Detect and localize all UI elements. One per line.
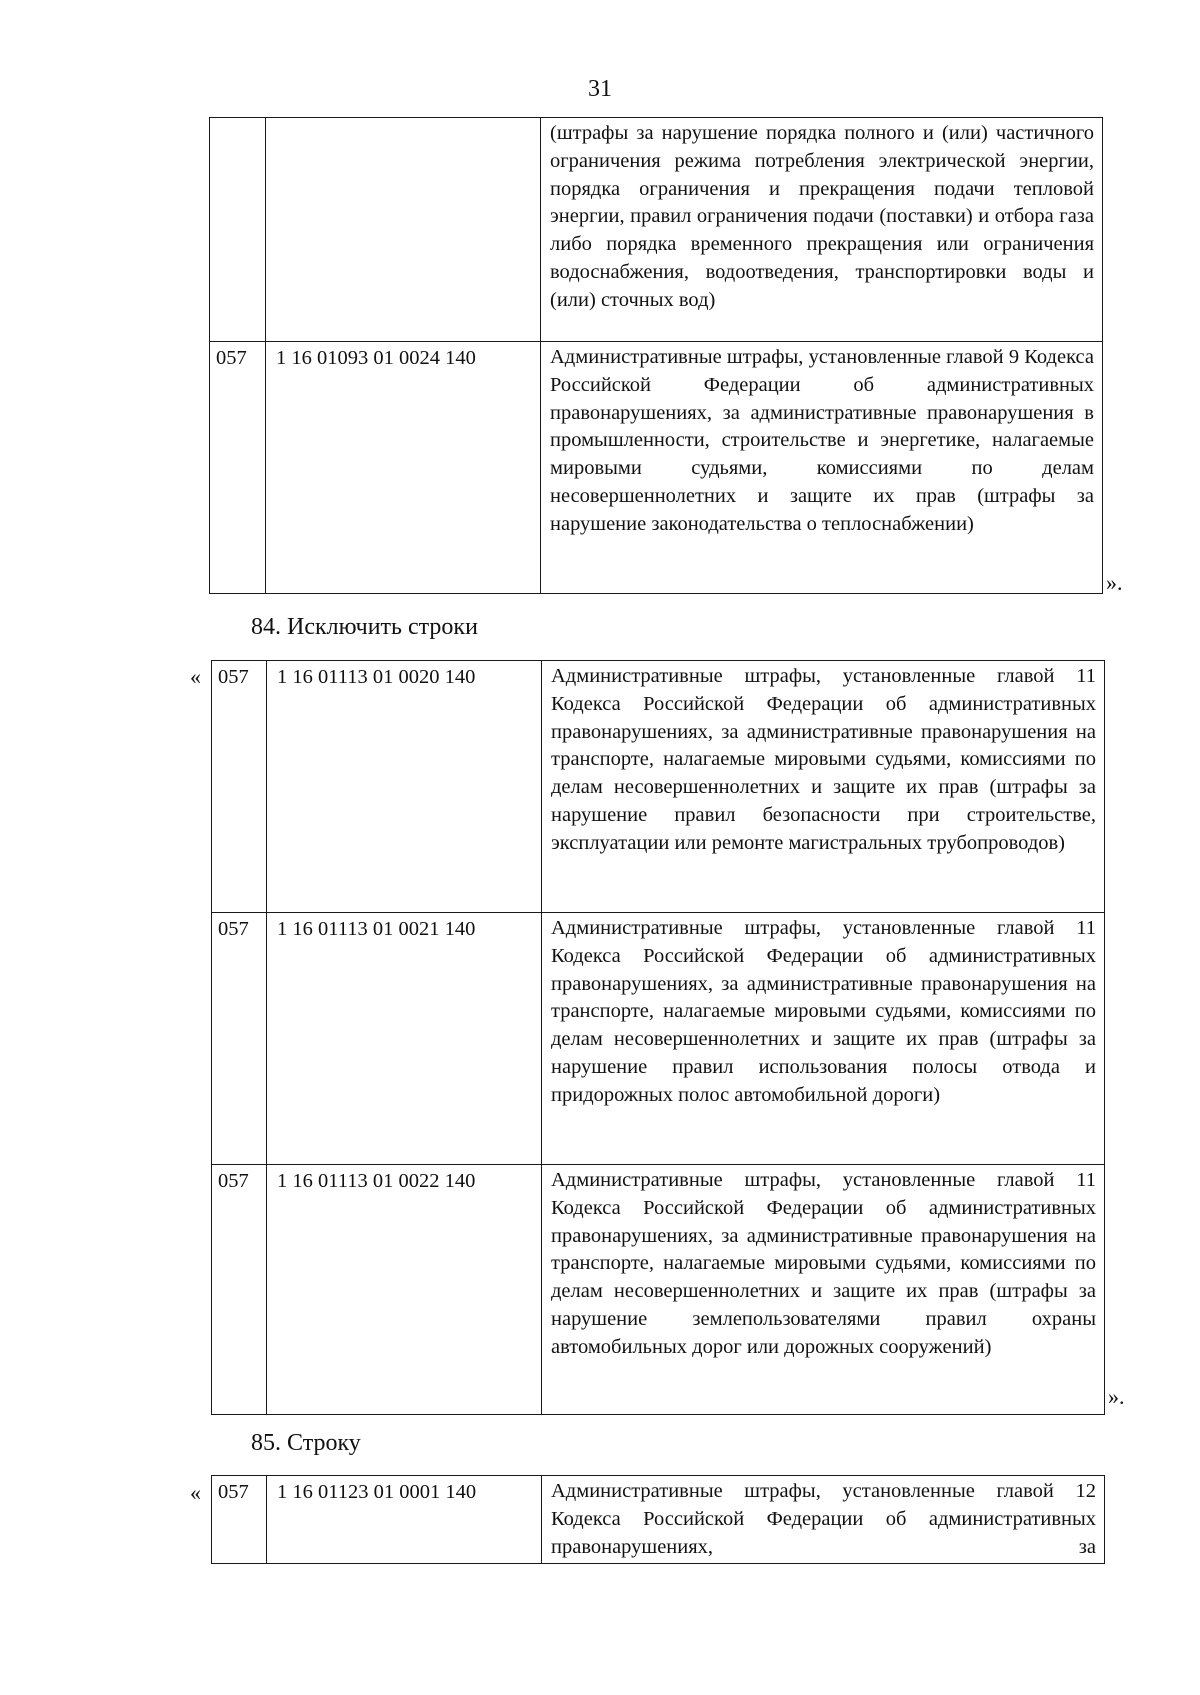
table-section-84 (211, 660, 1105, 1415)
budget-admin-code-cell: 057 (210, 342, 266, 594)
kbk-code-cell: 1 16 01123 01 0001 140 (267, 1476, 542, 1564)
section-84-heading: 84. Исключить строки (251, 614, 478, 640)
opening-quote: « (190, 1480, 201, 1505)
table-row (212, 913, 1105, 1165)
income-description-cell: Административные штрафы, установленные главой 11 Кодекса Российской Федерации об административных правонарушениях, за административные правонарушения на транспорте, налагаемые мировыми судьями, комиссиями по делам несовершеннолетних и защите их прав (штрафы за нарушение землепользователями правил охраны автомобильных дорог или дорожных сооружений) (542, 1165, 1105, 1415)
kbk-code-cell: 1 16 01113 01 0021 140 (267, 913, 542, 1165)
table-row (210, 342, 1103, 594)
income-description-cell: (штрафы за нарушение порядка полного и (или) частичного ограничения режима потребления электрической энергии, порядка ограничения и прекращения подачи тепловой энергии, правил ограничения подачи (поставки) и отбора газа либо порядка временного прекращения или ограничения водоснабжения, водоотведения, транспортировки воды и (или) сточных вод) (541, 118, 1103, 342)
income-description-cell: Административные штрафы, установленные главой 12 Кодекса Российской Федерации об административных правонарушениях, за (542, 1476, 1105, 1564)
table-section-85 (211, 1475, 1105, 1564)
kbk-code-cell: 1 16 01093 01 0024 140 (266, 342, 541, 594)
closing-quote: ». (1108, 1384, 1125, 1409)
table-row (212, 1165, 1105, 1415)
kbk-code-cell (266, 118, 541, 342)
budget-admin-code-cell (210, 118, 266, 342)
income-description-cell: Административные штрафы, установленные главой 11 Кодекса Российской Федерации об административных правонарушениях, за административные правонарушения на транспорте, налагаемые мировыми судьями, комиссиями по делам несовершеннолетних и защите их прав (штрафы за нарушение правил использования полосы отвода и придорожных полос автомобильной дороги) (542, 913, 1105, 1165)
table-continuation (209, 117, 1103, 594)
budget-admin-code-cell: 057 (212, 1476, 267, 1564)
table-row (212, 661, 1105, 913)
opening-quote: « (190, 664, 201, 689)
table-row (212, 1476, 1105, 1564)
section-85-heading: 85. Строку (251, 1430, 361, 1456)
closing-quote: ». (1106, 570, 1123, 595)
budget-admin-code-cell: 057 (212, 1165, 267, 1415)
kbk-code-cell: 1 16 01113 01 0020 140 (267, 661, 542, 913)
page-number: 31 (588, 76, 612, 102)
kbk-code-cell: 1 16 01113 01 0022 140 (267, 1165, 542, 1415)
table-row (210, 118, 1103, 342)
budget-admin-code-cell: 057 (212, 913, 267, 1165)
income-description-cell: Административные штрафы, установленные главой 11 Кодекса Российской Федерации об административных правонарушениях, за административные правонарушения на транспорте, налагаемые мировыми судьями, комиссиями по делам несовершеннолетних и защите их прав (штрафы за нарушение правил безопасности при строительстве, эксплуатации или ремонте магистральных трубопроводов) (542, 661, 1105, 913)
income-description-cell: Административные штрафы, установленные главой 9 Кодекса Российской Федерации об административных правонарушениях, за административные правонарушения в промышленности, строительстве и энергетике, налагаемые мировыми судьями, комиссиями по делам несовершеннолетних и защите их прав (штрафы за нарушение законодательства о теплоснабжении) (541, 342, 1103, 594)
budget-admin-code-cell: 057 (212, 661, 267, 913)
